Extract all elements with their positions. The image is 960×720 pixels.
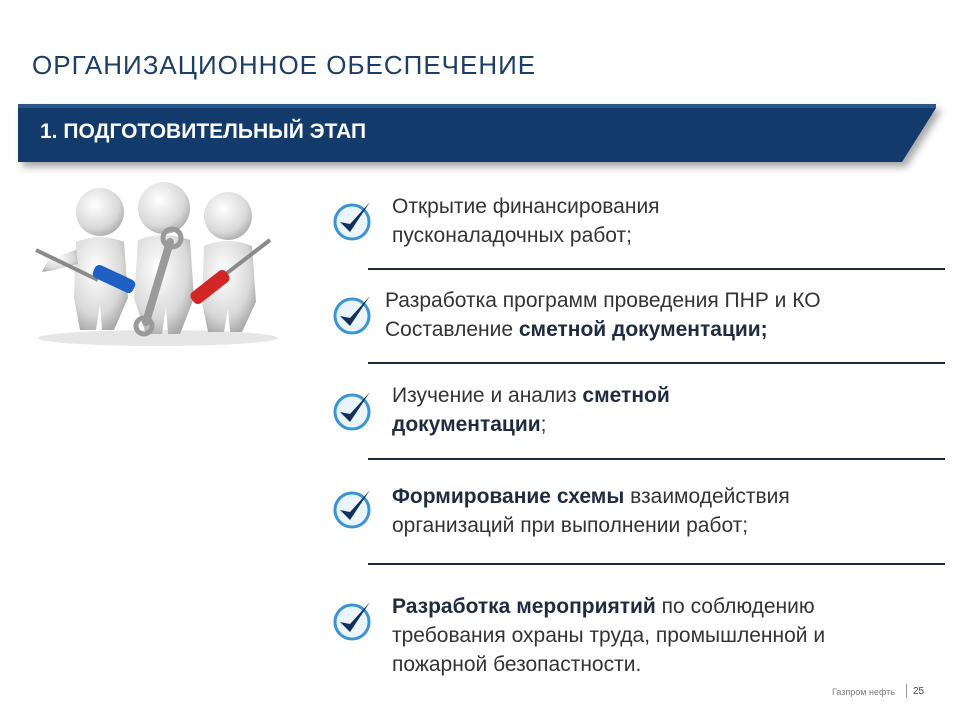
item-line: Разработка мероприятий по соблюдению: [392, 595, 815, 618]
item-text: [385, 286, 821, 344]
item-line: пусконаладочных работ;: [392, 224, 632, 247]
illustration-three-figures-with-tools: [18, 180, 288, 350]
item-text: [392, 192, 660, 250]
page-number: 25: [913, 686, 925, 697]
footer-brand: Газпром нефть: [832, 687, 895, 697]
checkmark-circle-icon: [330, 484, 376, 530]
stage-banner-label: 1. ПОДГОТОВИТЕЛЬНЫЙ ЭТАП: [40, 120, 367, 143]
divider: [368, 458, 945, 460]
item-text: [392, 592, 825, 679]
divider: [368, 563, 945, 565]
checkmark-circle-icon: [330, 596, 376, 642]
checkmark-circle-icon: [330, 386, 376, 432]
divider: [368, 268, 945, 270]
divider: [368, 362, 945, 364]
slide-title: ОРГАНИЗАЦИОННОЕ ОБЕСПЕЧЕНИЕ: [32, 50, 537, 80]
item-line: Изучение и анализ сметной: [392, 384, 670, 407]
item-line: Составление сметной документации;: [385, 318, 768, 341]
item-text: [392, 482, 790, 540]
footer-separator: [906, 684, 907, 698]
checkmark-circle-icon: [330, 196, 376, 242]
item-line: организаций при выполнении работ;: [392, 514, 749, 537]
checkmark-circle-icon: [330, 290, 376, 336]
item-text: [392, 381, 670, 439]
item-line: документации;: [392, 413, 547, 436]
figure-right-icon: [202, 192, 256, 332]
item-line: Формирование схемы взаимодействия: [392, 485, 790, 508]
item-line: требования охраны труда, промышленной и: [392, 624, 826, 647]
item-line: пожарной безопастности.: [392, 653, 642, 676]
item-line: Разработка программ проведения ПНР и КО: [385, 289, 821, 312]
item-line: Открытие финансирования: [392, 195, 660, 218]
